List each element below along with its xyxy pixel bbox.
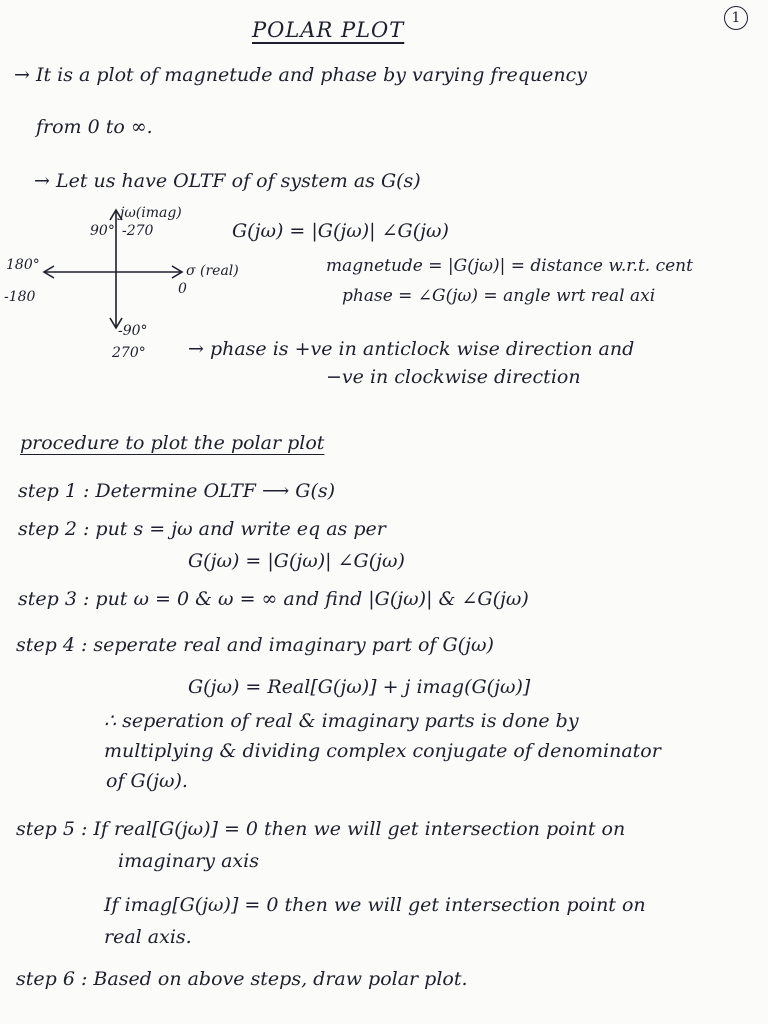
procedure-heading: procedure to plot the polar plot: [20, 432, 325, 454]
step-4-note-1: ∴ seperation of real & imaginary parts is done by: [104, 710, 579, 732]
angle-90-label: 90°: [90, 223, 115, 239]
step-2-equation: G(jω) = |G(jω)| ∠G(jω): [188, 550, 405, 572]
imag-axis-label: jω(imag): [120, 205, 182, 221]
g-jw-expression: G(jω) = |G(jω)| ∠G(jω): [232, 220, 449, 242]
angle-neg-180-label: -180: [4, 289, 36, 305]
step-5-line-1: step 5 : If real[G(jω)] = 0 then we will get intersection point on: [16, 818, 626, 840]
step-4-note-3: of G(jω).: [106, 770, 188, 792]
angle-270-label: 270°: [112, 345, 146, 361]
page-title: POLAR PLOT: [252, 18, 405, 42]
magnitude-definition: magnetude = |G(jω)| = distance w.r.t. cent: [326, 256, 693, 276]
phase-note-2: −ve in clockwise direction: [326, 366, 581, 388]
intro-line-2: from 0 to ∞.: [36, 116, 153, 138]
step-1: step 1 : Determine OLTF ⟶ G(s): [18, 480, 336, 502]
real-axis-label: σ (real): [186, 263, 239, 279]
angle-180-label: 180°: [6, 257, 40, 273]
intro-line-1: → It is a plot of magnetude and phase by varying frequency: [14, 64, 588, 86]
step-4: step 4 : seperate real and imaginary part of G(jω): [16, 634, 494, 656]
intro-line-3: → Let us have OLTF of of system as G(s): [34, 170, 421, 192]
step-4-note-2: multiplying & dividing complex conjugate of denominator: [104, 740, 661, 762]
step-5-line-2: imaginary axis: [118, 850, 259, 872]
step-5-line-3: If imag[G(jω)] = 0 then we will get intersection point on: [104, 894, 646, 916]
page-number-badge: 1: [724, 6, 748, 30]
angle-neg-90-label: -90°: [118, 323, 148, 339]
origin-label: 0: [178, 281, 187, 297]
step-3: step 3 : put ω = 0 & ω = ∞ and find |G(jω)| & ∠G(jω): [18, 588, 529, 610]
step-6: step 6 : Based on above steps, draw polar plot.: [16, 968, 468, 990]
phase-definition: phase = ∠G(jω) = angle wrt real axi: [342, 286, 656, 306]
phase-note-1: → phase is +ve in anticlock wise direction and: [188, 338, 635, 360]
step-2: step 2 : put s = jω and write eq as per: [18, 518, 386, 540]
angle-neg-270-label: -270: [122, 223, 154, 239]
step-5-line-4: real axis.: [104, 926, 192, 948]
step-4-equation: G(jω) = Real[G(jω)] + j imag(G(jω)]: [188, 676, 531, 698]
